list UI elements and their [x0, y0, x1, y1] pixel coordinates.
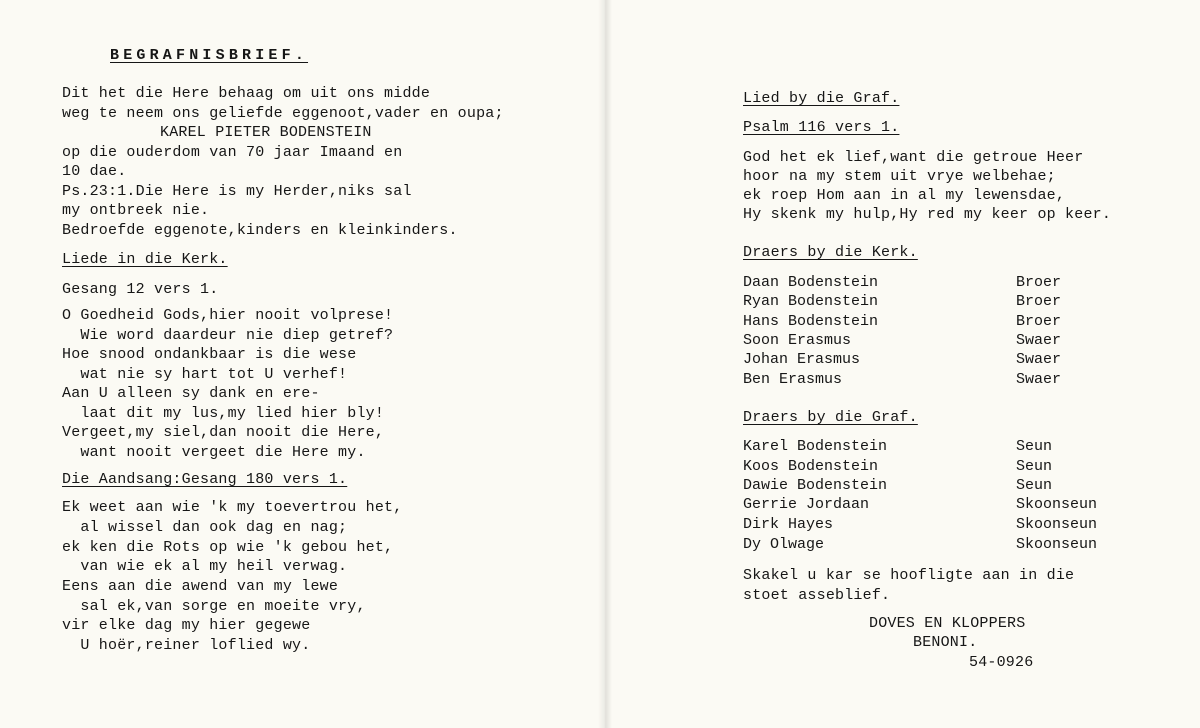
bearer-name: Ben Erasmus — [743, 371, 843, 388]
bearer-relation: Skoonseun — [1016, 536, 1098, 553]
hymn-line: al wissel dan ook dag en nag; — [62, 519, 348, 536]
closing-line: stoet asseblief. — [743, 587, 891, 604]
bearer-name: Hans Bodenstein — [743, 313, 879, 330]
hymn-line: U hoër,reiner loflied wy. — [62, 637, 311, 654]
right-page — [612, 0, 1200, 728]
hymn-line: laat dit my lus,my lied hier bly! — [62, 405, 385, 422]
bearer-name: Dawie Bodenstein — [743, 477, 888, 494]
bearer-relation: Skoonseun — [1016, 496, 1098, 513]
hymn-line: want nooit vergeet die Here my. — [62, 444, 366, 461]
hymn-line: Eens aan die awend van my lewe — [62, 578, 339, 595]
intro-line: 10 dae. — [62, 163, 127, 180]
undertaker-phone: 54-0926 — [969, 654, 1034, 671]
bearer-name: Johan Erasmus — [743, 351, 861, 368]
hymn-line: O Goedheid Gods,hier nooit volprese! — [62, 307, 394, 324]
closing-line: Skakel u kar se hoofligte aan in die — [743, 567, 1075, 584]
bearer-relation: Skoonseun — [1016, 516, 1098, 533]
bearer-name: Gerrie Jordaan — [743, 496, 870, 513]
bearer-relation: Broer — [1016, 313, 1062, 330]
grave-song-heading: Lied by die Graf. — [743, 90, 900, 107]
hymn-line: Hoe snood ondankbaar is die wese — [62, 346, 357, 363]
bearer-name: Dy Olwage — [743, 536, 825, 553]
section-heading-evening-hymn: Die Aandsang:Gesang 180 vers 1. — [62, 471, 348, 488]
page-fold — [598, 0, 612, 728]
psalm-line: hoor na my stem uit vrye welbehae; — [743, 168, 1056, 185]
bearer-name: Ryan Bodenstein — [743, 293, 879, 310]
bearer-relation: Swaer — [1016, 351, 1062, 368]
bearer-relation: Swaer — [1016, 332, 1062, 349]
intro-line: my ontbreek nie. — [62, 202, 210, 219]
bearer-name: Karel Bodenstein — [743, 438, 888, 455]
hymn-line: sal ek,van sorge en moeite vry, — [62, 598, 366, 615]
hymn-line: wat nie sy hart tot U verhef! — [62, 366, 348, 383]
hymn-line: Ek weet aan wie 'k my toevertrou het, — [62, 499, 403, 516]
document-title: BEGRAFNISBRIEF. — [110, 47, 309, 64]
bearer-relation: Seun — [1016, 438, 1053, 455]
intro-line: Ps.23:1.Die Here is my Herder,niks sal — [62, 183, 412, 200]
bearer-relation: Seun — [1016, 477, 1053, 494]
grave-bearers-heading: Draers by die Graf. — [743, 409, 918, 426]
bearer-relation: Broer — [1016, 293, 1062, 310]
hymn-line: van wie ek al my heil verwag. — [62, 558, 348, 575]
psalm-line: Hy skenk my hulp,Hy red my keer op keer. — [743, 206, 1112, 223]
psalm-reference: Psalm 116 vers 1. — [743, 119, 900, 136]
hymn-line: vir elke dag my hier gegewe — [62, 617, 311, 634]
bearer-name: Soon Erasmus — [743, 332, 852, 349]
undertaker-town: BENONI. — [913, 634, 978, 651]
intro-line: weg te neem ons geliefde eggenoot,vader en oupa; — [62, 105, 504, 122]
hymn-line: Wie word daardeur nie diep getref? — [62, 327, 394, 344]
bearer-name: Daan Bodenstein — [743, 274, 879, 291]
undertaker-name: DOVES EN KLOPPERS — [869, 615, 1026, 632]
intro-line: Dit het die Here behaag om uit ons midde — [62, 85, 431, 102]
bearer-relation: Swaer — [1016, 371, 1062, 388]
hymn-line: Aan U alleen sy dank en ere- — [62, 385, 320, 402]
psalm-line: ek roep Hom aan in al my lewensdae, — [743, 187, 1066, 204]
hymn1-reference: Gesang 12 vers 1. — [62, 281, 219, 298]
intro-line: Bedroefde eggenote,kinders en kleinkinders. — [62, 222, 458, 239]
intro-line: op die ouderdom van 70 jaar Imaand en — [62, 144, 403, 161]
psalm-line: God het ek lief,want die getroue Heer — [743, 149, 1084, 166]
bearer-name: Dirk Hayes — [743, 516, 834, 533]
left-page — [0, 0, 598, 728]
bearer-relation: Broer — [1016, 274, 1062, 291]
deceased-name: KAREL PIETER BODENSTEIN — [160, 124, 372, 141]
church-bearers-heading: Draers by die Kerk. — [743, 244, 918, 261]
section-heading-church-hymns: Liede in die Kerk. — [62, 251, 228, 268]
bearer-name: Koos Bodenstein — [743, 458, 879, 475]
hymn-line: ek ken die Rots op wie 'k gebou het, — [62, 539, 394, 556]
hymn-line: Vergeet,my siel,dan nooit die Here, — [62, 424, 385, 441]
bearer-relation: Seun — [1016, 458, 1053, 475]
